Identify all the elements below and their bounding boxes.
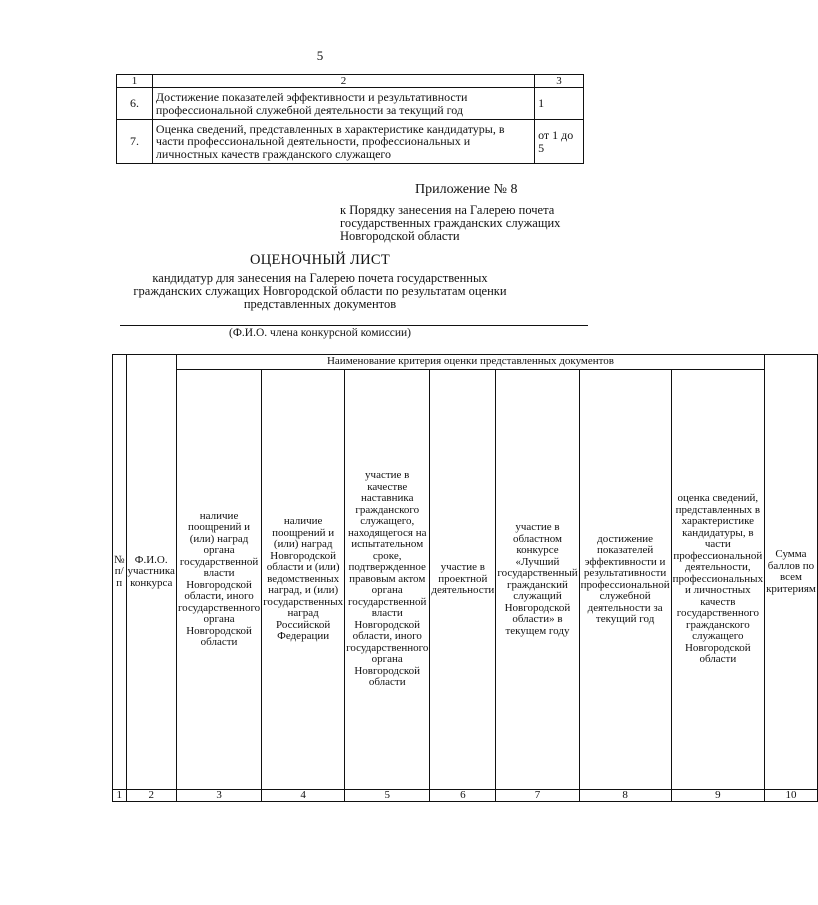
signature-caption: (Ф.И.О. члена конкурсной комиссии) bbox=[229, 327, 411, 339]
column-header: № п/п bbox=[113, 355, 127, 790]
column-number: 8 bbox=[579, 790, 671, 802]
column-header: участие в областном конкурсе «Лучший государственный гражданский служащий Новгородской области» в текущем году bbox=[496, 370, 579, 790]
row-value: 1 bbox=[535, 88, 584, 120]
column-header: участие в проектной деятельности bbox=[430, 370, 496, 790]
row-text: Достижение показателей эффективности и результативности профессиональной служебной деятельности за текущий год bbox=[152, 88, 534, 120]
page-number: 5 bbox=[316, 48, 324, 63]
column-header: достижение показателей эффективности и результативности профессиональной служебной деятельности за текущий год bbox=[579, 370, 671, 790]
column-number: 9 bbox=[671, 790, 764, 802]
row-text: Оценка сведений, представленных в характеристике кандидатуры, в части профессиональной деятельности, профессиональных и личностных качеств гражданского служащего bbox=[152, 120, 534, 164]
row-value: от 1 до 5 bbox=[535, 120, 584, 164]
header-cell: 3 bbox=[535, 75, 584, 88]
group-header-row bbox=[113, 355, 818, 370]
appendix-note: к Порядку занесения на Галерею почета государственных гражданских служащих Новгородской области bbox=[340, 203, 561, 243]
column-number: 6 bbox=[430, 790, 496, 802]
column-header-row bbox=[113, 370, 818, 790]
row-number: 7. bbox=[117, 120, 153, 164]
column-header: Ф.И.О. участника конкурса bbox=[126, 355, 176, 790]
column-header: участие в качестве наставника гражданского служащего, находящегося на испытательном сроке, подтвержденное правовым актом органа государственной власти Новгородской области, иного государственного органа Новгородской области bbox=[345, 370, 430, 790]
evaluation-table bbox=[112, 354, 818, 802]
column-number-row bbox=[113, 790, 818, 802]
signature-line bbox=[120, 325, 588, 326]
column-header: оценка сведений, представленных в характеристике кандидатуры, в части профессиональной деятельности, профессиональных и личностных качеств государственного гражданского служащего Новгородской области bbox=[671, 370, 764, 790]
column-number: 3 bbox=[176, 790, 261, 802]
appendix-title: Приложение № 8 bbox=[415, 182, 518, 197]
column-number: 4 bbox=[262, 790, 345, 802]
column-header: Сумма баллов по всем критериям bbox=[765, 355, 818, 790]
document-subtitle: кандидатур для занесения на Галерею почета государственных гражданских служащих Новгородской области по результатам оценки представленных документов bbox=[133, 271, 507, 311]
table-row bbox=[117, 120, 584, 164]
column-number: 7 bbox=[496, 790, 579, 802]
column-header: наличие поощрений и (или) наград Новгородской области и (или) ведомственных наград, и (или) государственных наград Российской Федерации bbox=[262, 370, 345, 790]
criteria-group-header: Наименование критерия оценки представленных документов bbox=[176, 355, 764, 370]
row-number: 6. bbox=[117, 88, 153, 120]
document-title: ОЦЕНОЧНЫЙ ЛИСТ bbox=[249, 252, 391, 268]
criteria-table bbox=[116, 74, 584, 164]
column-header: наличие поощрений и (или) наград органа государственной власти Новгородской области, иного государственного органа Новгородской области bbox=[176, 370, 261, 790]
column-number: 2 bbox=[126, 790, 176, 802]
header-cell: 1 bbox=[117, 75, 153, 88]
criteria-table-header bbox=[117, 75, 584, 88]
column-number: 10 bbox=[765, 790, 818, 802]
table-row bbox=[117, 88, 584, 120]
header-cell: 2 bbox=[152, 75, 534, 88]
column-number: 5 bbox=[345, 790, 430, 802]
column-number: 1 bbox=[113, 790, 127, 802]
